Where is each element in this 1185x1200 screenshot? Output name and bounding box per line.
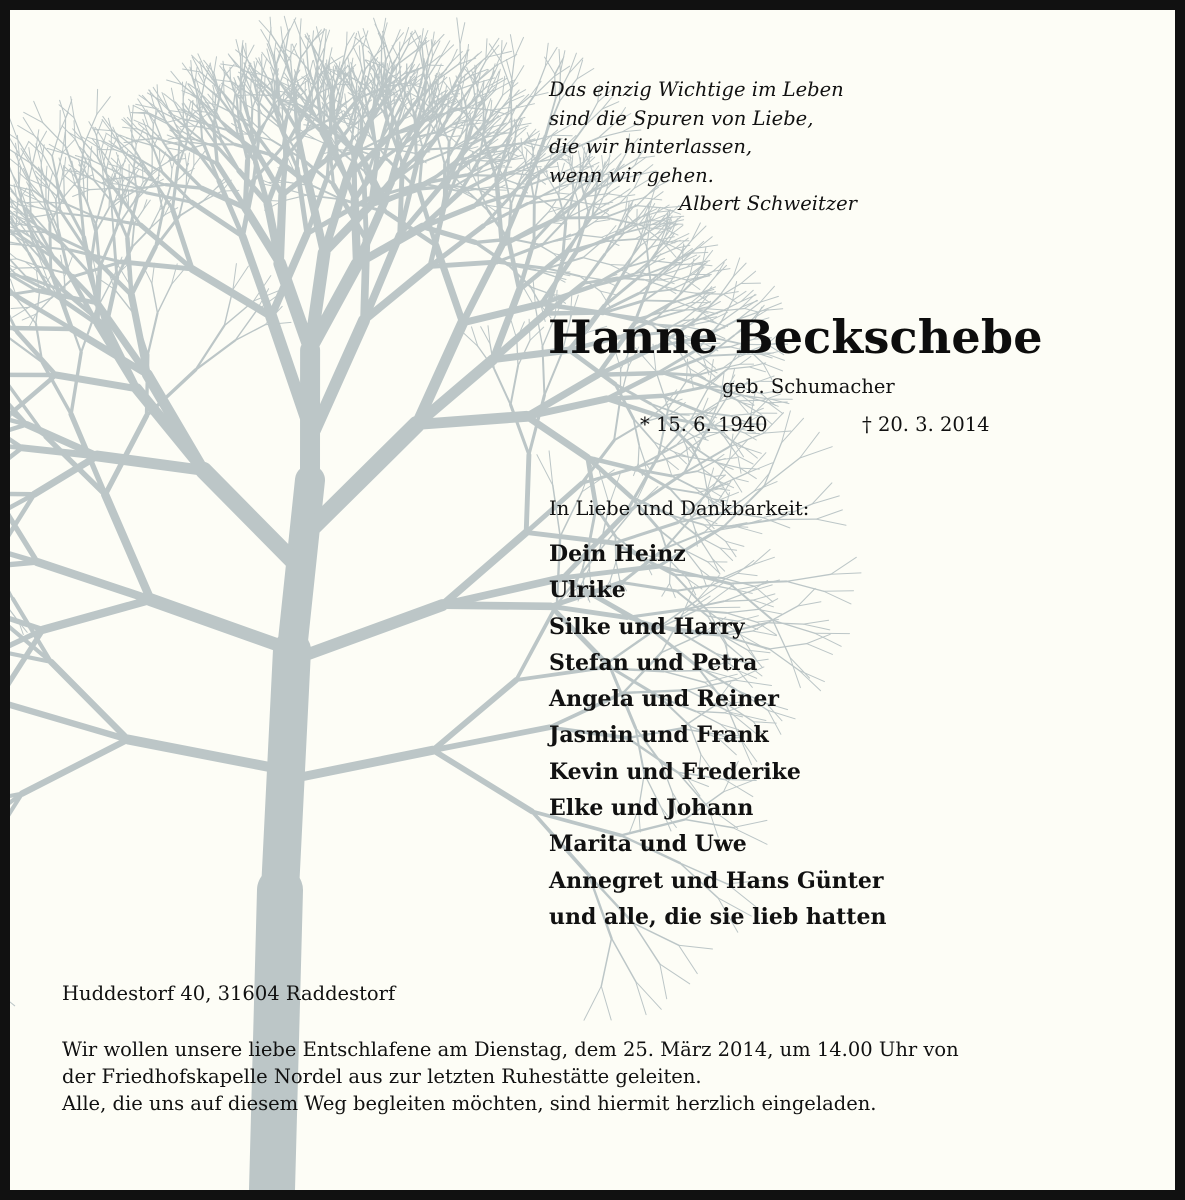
funeral-notice — [62, 1036, 959, 1117]
mourner-name: Annegret und Hans Günter — [549, 867, 884, 894]
mourner-name: Dein Heinz — [549, 541, 686, 567]
mourner-name: Jasmin und Frank — [549, 722, 769, 749]
notice-line: Alle, die uns auf diesem Weg begleiten möchten, sind hiermit herzlich eingeladen. — [62, 1092, 877, 1115]
notice-line: der Friedhofskapelle Nordel aus zur letzten Ruhestätte geleiten. — [62, 1065, 702, 1088]
birth-date: * 15. 6. 1940 — [640, 413, 768, 436]
mourner-name: Kevin und Frederike — [549, 758, 801, 785]
mourner-name: Stefan und Petra — [549, 649, 758, 676]
quote-line: die wir hinterlassen, — [549, 135, 753, 158]
mourners-intro: In Liebe und Dankbarkeit: — [549, 497, 810, 520]
quote-author: Albert Schweitzer — [679, 192, 857, 215]
notice-line: Wir wollen unsere liebe Entschlafene am Dienstag, dem 25. März 2014, um 14.00 Uhr von — [62, 1038, 959, 1061]
mourner-name: und alle, die sie lieb hatten — [549, 903, 887, 930]
quote-line: sind die Spuren von Liebe, — [549, 106, 814, 130]
birth-name: geb. Schumacher — [722, 375, 895, 398]
mourner-name: Marita und Uwe — [549, 831, 747, 858]
family-address: Huddestorf 40, 31604 Raddestorf — [62, 982, 396, 1005]
mourner-name: Silke und Harry — [549, 613, 745, 640]
mourners-list — [549, 536, 886, 935]
quote-line: Das einzig Wichtige im Leben — [549, 78, 844, 101]
mourner-name: Elke und Johann — [549, 795, 754, 822]
mourner-name: Angela und Reiner — [549, 686, 779, 713]
mourner-name: Ulrike — [549, 577, 626, 604]
death-date: † 20. 3. 2014 — [862, 413, 990, 436]
deceased-name: Hanne Beckschebe — [548, 310, 1043, 364]
quote-line: wenn wir gehen. — [549, 163, 714, 187]
memorial-quote — [549, 76, 857, 219]
